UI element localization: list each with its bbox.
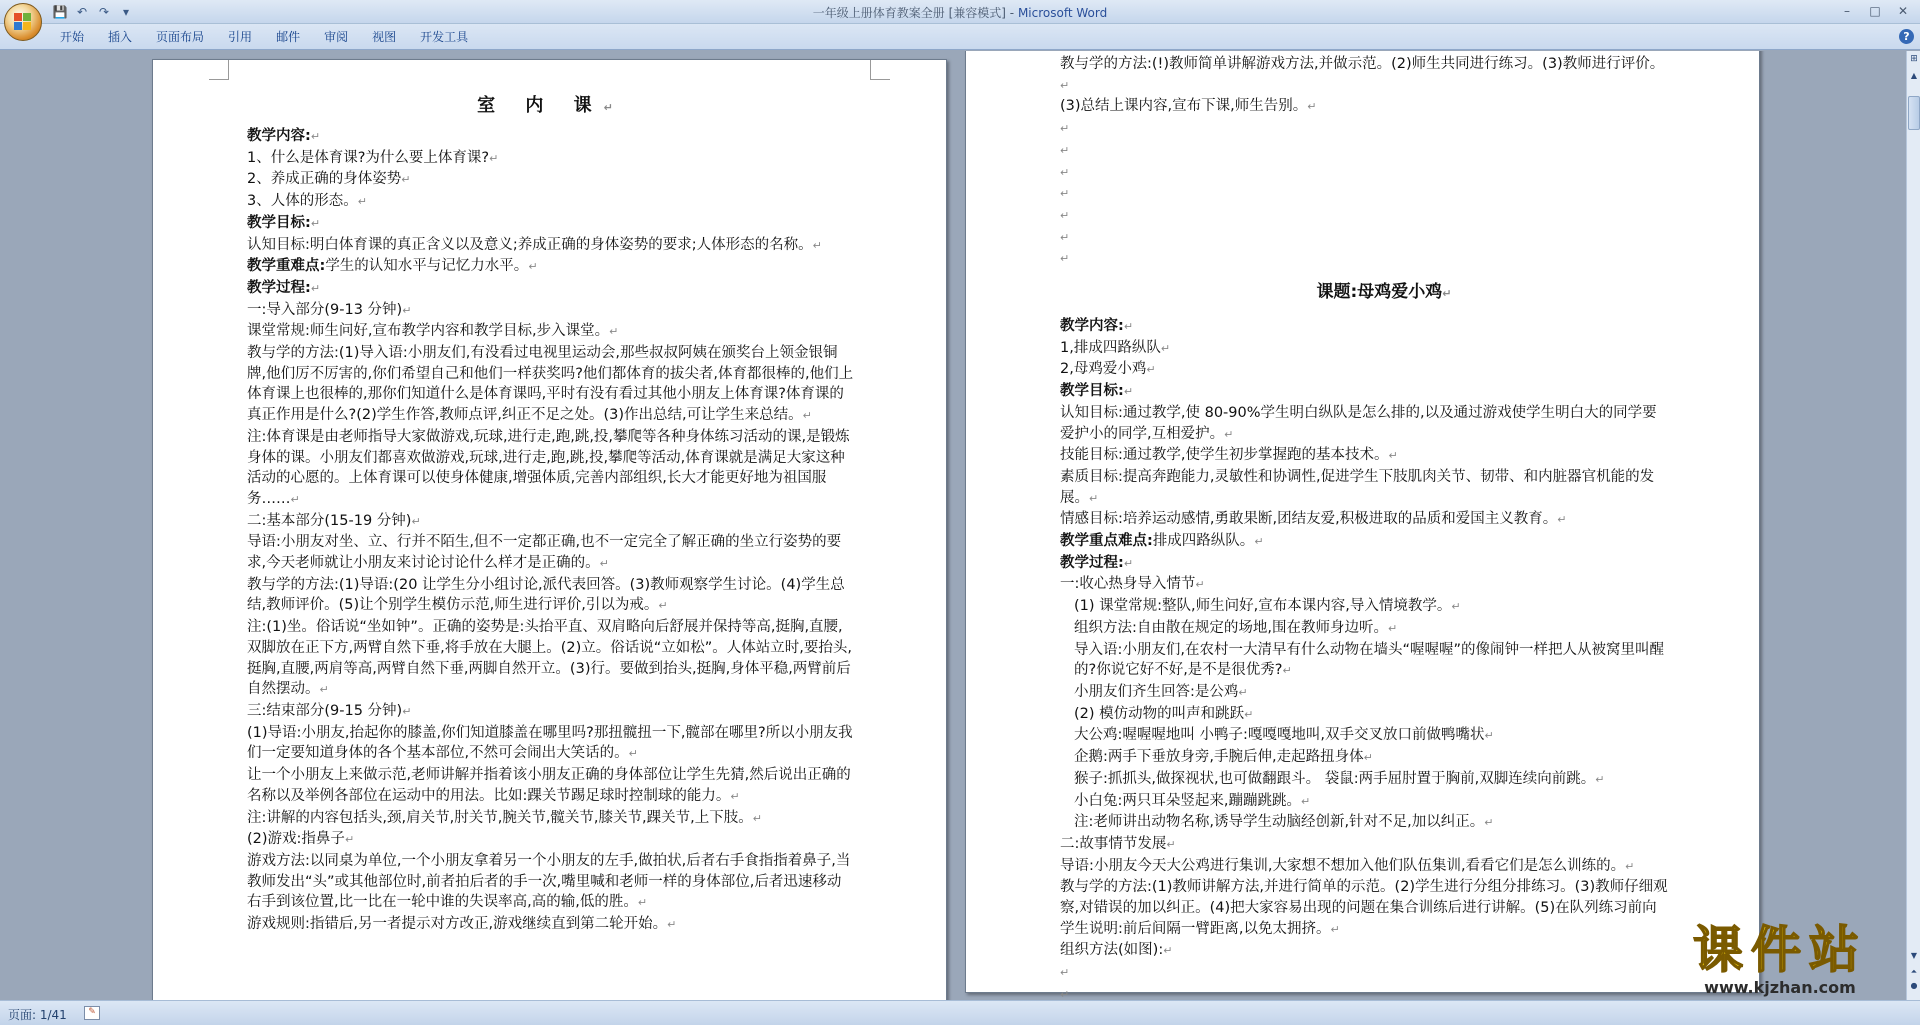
paragraph[interactable] (1060, 812, 1668, 834)
select-browse-object-icon[interactable]: ● (1910, 981, 1918, 990)
site-watermark (1662, 922, 1898, 1000)
page-title: 室 内 课↵ (477, 95, 625, 116)
paragraph[interactable] (247, 427, 855, 511)
paragraph-mark: ↵ (1301, 794, 1311, 808)
paragraph-mark: ↵ (1388, 449, 1398, 463)
empty-paragraph[interactable] (1060, 183, 1668, 205)
bold-heading: 教学内容: (247, 128, 311, 144)
paragraph[interactable] (1060, 940, 1668, 962)
paragraph[interactable] (1060, 316, 1668, 338)
paragraph-mark: ↵ (319, 683, 329, 697)
paragraph-text: 3、人体的形态。 (247, 193, 358, 210)
empty-paragraph[interactable] (1060, 140, 1668, 162)
paragraph[interactable] (247, 126, 855, 148)
ribbon-tab[interactable]: 开始 (60, 30, 85, 44)
paragraph-mark: ↵ (812, 238, 822, 252)
paragraph-mark: ↵ (752, 811, 762, 825)
paragraph-mark: ↵ (1595, 772, 1605, 786)
paragraph[interactable] (247, 532, 855, 574)
paragraph-text: 一:导入部分(9-13 分钟) (247, 301, 403, 318)
paragraph-mark: ↵ (1625, 859, 1635, 873)
scroll-down-icon[interactable]: ▼ (1910, 951, 1918, 960)
paragraph-mark: ↵ (1060, 208, 1070, 222)
bold-heading: 教学重点难点: (1060, 533, 1153, 550)
paragraph-mark: ↵ (1160, 341, 1171, 355)
bold-heading: 教学目标: (1060, 383, 1124, 400)
undo-icon[interactable]: ↶ (76, 5, 88, 19)
paragraph-mark: ↵ (1060, 230, 1070, 244)
paragraph-mark: ↵ (1060, 252, 1070, 266)
paragraph-text: 注:体育课是由老师指导大家做游戏,玩球,进行走,跑,跳,投,攀爬等各种身体练习活动的课,是锻炼身体的课。小朋友们都喜欢做游戏,玩球,进行走,跑,跳,投,攀爬等活动,体育课就是满足大家这种活动的心愿的。上体育课可以使身体健康,增强体质,完善内部组织,长大才能更好地为祖国服务…… (247, 428, 850, 507)
paragraph-text: 小白兔:两只耳朵竖起来,蹦蹦跳跳。 (1074, 792, 1301, 809)
paragraph-text: (3)总结上课内容,宣布下课,师生告别。 (1060, 98, 1308, 115)
paragraph[interactable] (1060, 509, 1668, 531)
paragraph-mark: ↵ (1060, 966, 1070, 980)
paragraph[interactable] (247, 169, 855, 191)
paragraph[interactable] (247, 235, 855, 257)
paragraph-text: (2)游戏:指鼻子 (247, 831, 345, 848)
paragraph[interactable] (247, 343, 855, 427)
paragraph-mark: ↵ (489, 151, 499, 165)
paragraph-text: 猴子:抓抓头,做探视状,也可做翻跟斗。 袋鼠:两手屈肘置于胸前,双脚连续向前跳。 (1074, 770, 1596, 787)
office-logo-icon (14, 13, 32, 31)
lesson-title (1100, 280, 1668, 306)
paragraph-mark: ↵ (1060, 122, 1070, 136)
paragraph-text: 导入语:小朋友们,在农村一大清早有什么动物在墙头“喔喔喔”的像闹钟一样把人从被窝里叫醒的?你说它好不好,是不是很优秀? (1074, 641, 1665, 679)
paragraph[interactable] (247, 191, 855, 213)
paragraph-text: 组织方法:自由散在规定的场地,围在教师身边听。 (1074, 619, 1388, 636)
paragraph[interactable] (1060, 553, 1668, 575)
paragraph-text: 三:结束部分(9-15 分钟) (247, 702, 403, 719)
paragraph-text: 2,母鸡爱小鸡 (1060, 361, 1147, 378)
paragraph-mark: ↵ (1163, 944, 1173, 958)
ribbon-tab[interactable]: 审阅 (324, 30, 349, 44)
vertical-scrollbar[interactable] (1906, 51, 1920, 1000)
paragraph[interactable] (1060, 704, 1668, 726)
paragraph-mark: ↵ (730, 789, 740, 803)
ribbon-tab-bar (0, 24, 1920, 50)
paragraph[interactable] (247, 765, 855, 807)
page-2-content[interactable] (1060, 54, 1668, 1000)
paragraph-text: 1、什么是体育课?为什么要上体育课? (247, 149, 490, 166)
empty-paragraph[interactable] (1060, 118, 1668, 140)
paragraph[interactable] (247, 851, 855, 914)
crop-mark (209, 60, 229, 80)
paragraph-mark: ↵ (1123, 385, 1134, 399)
paragraph-text: 导语:小朋友对坐、立、行并不陌生,但不一定都正确,也不一定完全了解正确的坐立行姿势的要求,今天老师就让小朋友来讨论讨论什么样才是正确的。 (247, 534, 842, 572)
paragraph[interactable] (247, 829, 855, 851)
paragraph-text: 教与学的方法:(1)导语:(20 让学生分小组讨论,派代表回答。(3)教师观察学生讨论。(4)学生总结,教师评价。(5)让个别学生模仿示范,师生进行评价,引以为戒。 (247, 576, 845, 614)
title-bar (0, 0, 1920, 24)
paragraph-text: 认知目标:明白体育课的真正含义以及意义;养成正确的身体姿势的要求;人体形态的名称。 (247, 236, 813, 253)
paragraph-mark: ↵ (344, 833, 355, 847)
paragraph-text: (1)导语:小朋友,抬起你的膝盖,你们知道膝盖在哪里吗?那扭髋扭一下,髋部在哪里?所以小朋友我们一定要知道身体的各个基本部位,不然可会闹出大笑话的。 (247, 724, 853, 762)
ribbon-tab[interactable]: 引用 (228, 30, 253, 44)
help-icon[interactable]: ? (1899, 29, 1914, 44)
paragraph-mark: ↵ (637, 896, 648, 910)
paragraph-text: 注:(1)坐。俗话说“坐如钟”。正确的姿势是:头抬平直、双肩略向后舒展并保持等高,挺胸,直腰,双脚放在正下方,两臂自然下垂,将手放在大腿上。(2)立。俗话说“立如松”。人体站立时,要抬头,挺胸,直腰,两肩等高,两臂自然下垂,两脚自然开立。(3)行。要做到抬头,挺胸,身体平稳,两臂前后自然摆动。 (247, 619, 852, 698)
empty-paragraph[interactable] (1060, 162, 1668, 184)
watermark-brand: 课件站 (1693, 921, 1867, 979)
watermark-url: www.kjzhan.com (1704, 978, 1856, 997)
paragraph-mark: ↵ (401, 173, 411, 187)
paragraph-mark: ↵ (411, 514, 421, 528)
paragraph[interactable] (1060, 747, 1668, 769)
close-button[interactable]: ✕ (1897, 4, 1909, 18)
empty-paragraph[interactable] (1060, 248, 1668, 270)
paragraph-mark: ↵ (310, 216, 321, 230)
ribbon-tab[interactable]: 插入 (108, 30, 133, 44)
paragraph-mark: ↵ (628, 747, 638, 761)
paragraph-mark: ↵ (802, 409, 812, 423)
bold-heading: 教学过程: (1060, 554, 1124, 571)
bold-heading: 教学目标: (247, 214, 311, 231)
paragraph-mark: ↵ (1166, 837, 1176, 851)
empty-paragraph[interactable] (1060, 227, 1668, 249)
paragraph[interactable] (1060, 834, 1668, 856)
paragraph-text: (2) 模仿动物的叫声和跳跃 (1074, 705, 1245, 722)
bold-heading: 教学内容: (1060, 318, 1124, 335)
paragraph[interactable] (1060, 682, 1668, 704)
paragraph-text: 2、养成正确的身体姿势 (247, 171, 402, 188)
paragraph-mark: ↵ (1244, 707, 1254, 721)
paragraph[interactable] (247, 511, 855, 533)
paragraph-text: 排成四路纵队。 (1152, 533, 1255, 550)
paragraph-text: 教与学的方法:(1)导入语:小朋友们,有没看过电视里运动会,那些叔叔阿姨在颁奖台上领金银铜牌,他们厉不厉害的,你们希望自己和他们一样获奖吗?他们都体育的拔尖者,体育都很棒的,他们上体育课上也很棒的,那你们知道什么是体育课吗,平时有没有看过其他小朋友上体育课?体育课的真正作用是什么?(2)学生作答,教师点评,纠正不足之处。(3)作出总结,可让学生来总结。 (247, 345, 854, 424)
ribbon-tab[interactable]: 视图 (372, 30, 397, 44)
paragraph[interactable] (1060, 856, 1668, 878)
paragraph-mark: ↵ (1330, 922, 1340, 936)
paragraph[interactable] (1060, 618, 1668, 640)
paragraph[interactable] (247, 213, 855, 235)
scroll-up-icon[interactable]: ▲ (1910, 71, 1918, 80)
paragraph-text: 组织方法(如图): (1060, 942, 1164, 959)
title-separator: - (1005, 6, 1018, 20)
scroll-thumb[interactable] (1908, 96, 1920, 130)
paragraph-mark: ↵ (658, 599, 668, 613)
paragraph-text: 让一个小朋友上来做示范,老师讲解并指着该小朋友正确的身体部位让学生先猜,然后说出正确的名称以及举例各部位在运动中的用法。比如:踝关节踢足球时控制球的能力。 (247, 767, 851, 804)
paragraph-text: 二:故事情节发展 (1060, 835, 1167, 852)
paragraph-mark: ↵ (1224, 427, 1234, 441)
empty-paragraph[interactable] (1060, 205, 1668, 227)
page-number-status[interactable]: 页面: 1/41 (8, 1008, 67, 1022)
paragraph-mark: ↵ (1363, 751, 1373, 765)
page-1-content[interactable] (247, 92, 855, 936)
paragraph-mark: ↵ (310, 281, 321, 295)
paragraph[interactable] (1060, 596, 1668, 618)
paragraph[interactable] (1060, 574, 1668, 596)
paragraph-mark: ↵ (1307, 100, 1317, 114)
view-ruler-icon[interactable]: ⊞ (1910, 54, 1918, 64)
paragraph[interactable] (247, 701, 855, 723)
paragraph-text: 一:收心热身导入情节 (1060, 576, 1196, 593)
paragraph-text: 技能目标:通过教学,使学生初步掌握跑的基本技术。 (1060, 447, 1389, 464)
paragraph-text: 教与学的方法:(!)教师简单讲解游戏方法,并做示范。(2)师生共同进行练习。(3)教师进行评价。 (1060, 56, 1665, 72)
paragraph-mark: ↵ (1484, 729, 1494, 743)
empty-paragraph[interactable] (1060, 962, 1668, 984)
paragraph-text: 课堂常规:师生问好,宣布教学内容和教学目标,步入课堂。 (247, 323, 610, 340)
paragraph-text: 小朋友们齐生回答:是公鸡 (1074, 683, 1239, 700)
paragraph-mark: ↵ (1060, 987, 1070, 1000)
paragraph-mark: ↵ (1060, 78, 1070, 92)
paragraph[interactable] (1060, 791, 1668, 813)
paragraph-mark: ↵ (1060, 187, 1070, 201)
paragraph[interactable] (1060, 96, 1668, 118)
paragraph-text: 认知目标:通过教学,使 80-90%学生明白纵队是怎么排的,以及通过游戏使学生明白大的同学要爱护小的同学,互相爱护。 (1060, 404, 1657, 442)
paragraph[interactable] (1060, 445, 1668, 467)
app-name: Microsoft Word (1017, 6, 1108, 20)
paragraph-mark: ↵ (1238, 685, 1248, 699)
bold-heading: 教学重难点: (247, 258, 326, 275)
status-bar (0, 1000, 1920, 1025)
paragraph[interactable] (247, 914, 855, 936)
paragraph-mark: ↵ (357, 195, 367, 209)
paragraph[interactable] (247, 148, 855, 170)
paragraph-text: 情感目标:培养运动感情,勇敢果断,团结友爱,积极进取的品质和爱国主义教育。 (1060, 511, 1558, 528)
bold-heading: 教学过程: (247, 279, 311, 296)
paragraph-mark: ↵ (599, 557, 609, 571)
paragraph-mark: ↵ (1089, 491, 1099, 505)
paragraph-text: 教与学的方法:(1)教师讲解方法,并进行简单的示范。(2)学生进行分组分排练习。(3)教师仔细观察,对错误的加以纠正。(4)把大家容易出现的问题在集合训练后进行讲解。(5)在队列练习前向学生说明:前后间隔一臂距离,以免太拥挤。 (1060, 879, 1668, 937)
paragraph-mark: ↵ (1146, 363, 1156, 377)
paragraph-mark: ↵ (1195, 578, 1205, 592)
paragraph-mark: ↵ (1484, 816, 1494, 830)
redo-icon[interactable]: ↷ (98, 5, 110, 19)
proofing-icon[interactable]: ✎ (84, 1006, 100, 1020)
page-1[interactable] (152, 59, 947, 1000)
paragraph-mark: ↵ (667, 918, 677, 932)
document-title: 一年级上册体育教案全册 [兼容模式] (812, 6, 1006, 20)
customize-qat-icon[interactable]: ▾ (122, 5, 130, 19)
paragraph[interactable] (247, 575, 855, 617)
paragraph-text: (1) 课堂常规:整队,师生问好,宣布本课内容,导入情境教学。 (1074, 598, 1452, 615)
paragraph[interactable] (247, 808, 855, 830)
paragraph[interactable] (247, 300, 855, 322)
paragraph[interactable] (1060, 403, 1668, 445)
paragraph[interactable] (247, 617, 855, 701)
paragraph[interactable] (247, 256, 855, 278)
paragraph-mark: ↵ (1451, 600, 1461, 614)
paragraph[interactable] (1060, 467, 1668, 509)
paragraph[interactable] (247, 278, 855, 300)
paragraph[interactable] (1060, 359, 1668, 381)
paragraph-text: 企鹅:两手下垂放身旁,手腕后伸,走起路扭身体 (1074, 749, 1364, 766)
paragraph-text: 素质目标:提高奔跑能力,灵敏性和协调性,促进学生下肢肌肉关节、韧带、和内脏器官机能的发展。 (1060, 468, 1655, 506)
paragraph-text: 注:老师讲出动物名称,诱导学生动脑经创新,针对不足,加以纠正。 (1074, 814, 1485, 831)
paragraph-mark: ↵ (290, 492, 300, 506)
paragraph-text: 1,排成四路纵队 (1060, 339, 1161, 356)
ribbon-tab[interactable]: 开发工具 (420, 30, 469, 44)
paragraph-mark: ↵ (1254, 535, 1264, 549)
paragraph-text: 学生的认知水平与记忆力水平。 (325, 258, 529, 275)
maximize-button[interactable]: □ (1869, 4, 1881, 18)
ribbon-tab[interactable]: 邮件 (276, 30, 301, 44)
paragraph[interactable] (1060, 640, 1668, 682)
paragraph[interactable] (1060, 877, 1668, 940)
window-controls (1834, 2, 1916, 20)
paragraph-text: 游戏方法:以同桌为单位,一个小朋友拿着另一个小朋友的左手,做拍状,后者右手食指指着鼻子,当教师发出“头”或其他部位时,前者拍后者的手一次,嘴里喊和老师一样的身体部位,后者迅速移动右手到该位置,比一比在一轮中谁的失误率高,高的输,低的胜。 (247, 852, 851, 911)
ribbon-tab[interactable]: 页面布局 (156, 30, 205, 44)
paragraph-mark: ↵ (1388, 621, 1398, 635)
office-button[interactable] (4, 3, 42, 41)
paragraph[interactable] (247, 723, 855, 765)
paragraph-mark: ↵ (1060, 165, 1070, 179)
paragraph[interactable] (1060, 531, 1668, 553)
minimize-button[interactable]: – (1844, 4, 1850, 18)
paragraph[interactable] (1060, 381, 1668, 403)
paragraph-mark: ↵ (1060, 143, 1070, 157)
ribbon-tabs (48, 24, 480, 50)
paragraph[interactable] (247, 321, 855, 343)
paragraph[interactable] (1060, 338, 1668, 360)
paragraph-mark: ↵ (402, 704, 412, 718)
page-2[interactable] (965, 51, 1760, 1000)
paragraph-text: 大公鸡:喔喔喔地叫 小鸭子:嘎嘎嘎地叫,双手交叉放口前做鸭嘴状 (1074, 727, 1485, 744)
paragraph-text: 注:讲解的内容包括头,颈,肩关节,肘关节,腕关节,髋关节,膝关节,踝关节,上下肢。 (247, 809, 753, 826)
empty-paragraph[interactable] (1060, 984, 1668, 1000)
paragraph-mark: ↵ (1557, 513, 1567, 527)
crop-mark (870, 60, 890, 80)
paragraph-text: 二:基本部分(15-19 分钟) (247, 512, 412, 529)
paragraph-text: 游戏规则:指错后,另一者提示对方改正,游戏继续直到第二轮开始。 (247, 916, 668, 933)
paragraph-mark: ↵ (1442, 287, 1452, 301)
paragraph[interactable] (1060, 769, 1668, 791)
document-area[interactable] (0, 51, 1906, 1000)
previous-page-icon[interactable]: ⏶ (1910, 967, 1918, 976)
lesson-title-text: 课题:母鸡爱小鸡 (1316, 282, 1443, 303)
paragraph-mark: ↵ (1123, 320, 1134, 334)
save-icon[interactable]: 💾 (52, 5, 68, 19)
paragraph-mark: ↵ (528, 260, 538, 274)
paragraph-mark: ↵ (310, 130, 321, 143)
paragraph[interactable] (1060, 725, 1668, 747)
paragraph[interactable] (1060, 54, 1668, 96)
paragraph-mark: ↵ (402, 303, 412, 317)
window-title (0, 4, 1920, 21)
paragraph-text: 导语:小朋友今天大公鸡进行集训,大家想不想加入他们队伍集训,看看它们是怎么训练的。 (1060, 857, 1626, 874)
paragraph-mark: ↵ (609, 325, 619, 339)
paragraph-mark: ↵ (1123, 556, 1134, 570)
paragraph-mark: ↵ (1282, 664, 1292, 678)
